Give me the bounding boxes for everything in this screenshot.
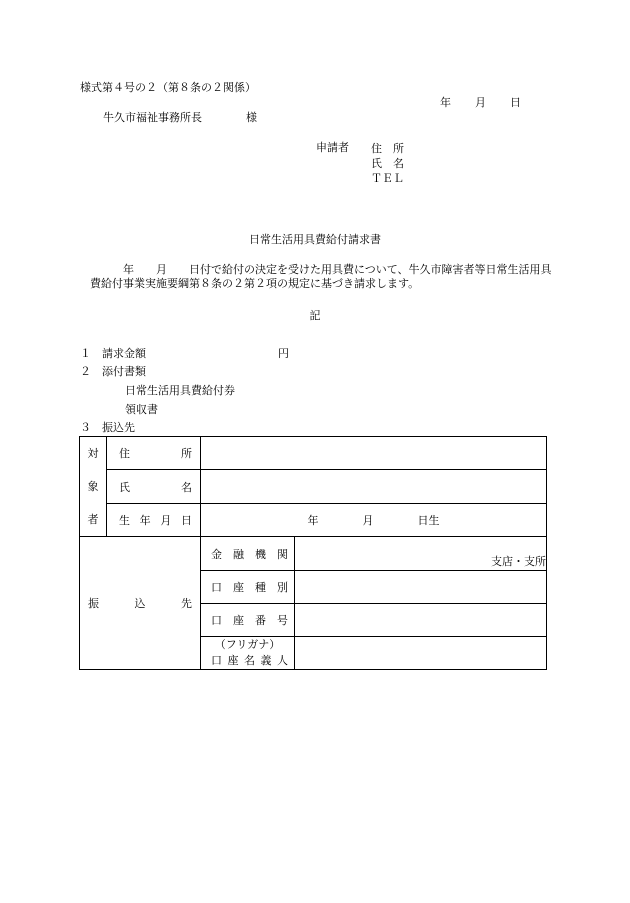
account-number-label-cell: 口 座 番 号 <box>201 604 295 637</box>
name-label-cell: 氏 名 <box>107 470 201 504</box>
transfer-header: 振 込 先 <box>80 537 201 670</box>
item-transfer-destination: ３ 振込先 <box>80 421 135 434</box>
account-holder-label-cell: （フリガナ） 口 座 名 義 人 <box>201 637 295 670</box>
address-field[interactable] <box>201 437 547 470</box>
target-char: 対 <box>87 447 99 460</box>
table-row <box>80 470 547 504</box>
applicant-tel-label: ＴＥＬ <box>371 172 404 185</box>
bank-field[interactable] <box>295 537 547 571</box>
applicant-address-label: 住 所 <box>371 142 404 155</box>
target-char: 者 <box>87 513 99 526</box>
claim-amount-label: １ 請求金額 <box>80 347 146 360</box>
document-title: 日常生活用具費給付請求書 <box>249 233 381 246</box>
name-field[interactable] <box>201 470 547 504</box>
applicant-name-label: 氏 名 <box>371 157 404 170</box>
date-day: 日 <box>510 96 521 109</box>
date-month: 月 <box>475 96 486 109</box>
branch-label: 支店・支所 <box>491 554 546 568</box>
bank-label-cell: 金 融 機 関 <box>201 537 295 571</box>
date-year: 年 <box>440 96 451 109</box>
item-attachments: ２ 添付書類 <box>80 365 146 378</box>
item-claim-amount <box>80 347 289 361</box>
address-label-cell: 住 所 <box>107 437 201 470</box>
attachment-voucher: 日常生活用具費給付券 <box>125 384 235 397</box>
transfer-table <box>79 436 547 670</box>
applicant-fields <box>371 141 404 186</box>
account-type-field[interactable] <box>295 571 547 604</box>
document-body: 年 月 日付で給付の決定を受けた用具費について、牛久市障害者等日常生活用具費給付事業実施要綱第８条の２第２項の規定に基づき請求します。 <box>90 263 552 290</box>
form-number: 様式第４号の２（第８条の２関係） <box>80 81 256 94</box>
date-line <box>440 96 521 110</box>
table-row <box>80 537 547 571</box>
birth-label-cell: 生 年 月 日 <box>107 504 201 537</box>
attachment-receipt: 領収書 <box>125 403 158 416</box>
account-number-field[interactable] <box>295 604 547 637</box>
account-type-label-cell: 口 座 種 別 <box>201 571 295 604</box>
furigana-label: （フリガナ） <box>214 638 281 651</box>
target-person-header <box>80 437 107 537</box>
applicant-label: 申請者 <box>316 141 349 154</box>
ki-heading: 記 <box>309 309 321 322</box>
yen-unit: 円 <box>278 347 289 360</box>
target-char: 象 <box>87 480 99 493</box>
account-holder-field[interactable] <box>295 637 547 670</box>
table-row <box>80 437 547 470</box>
birth-date-field[interactable]: 年 月 日生 <box>201 504 547 537</box>
addressee: 牛久市福祉事務所長 様 <box>103 111 257 124</box>
table-row <box>80 504 547 537</box>
